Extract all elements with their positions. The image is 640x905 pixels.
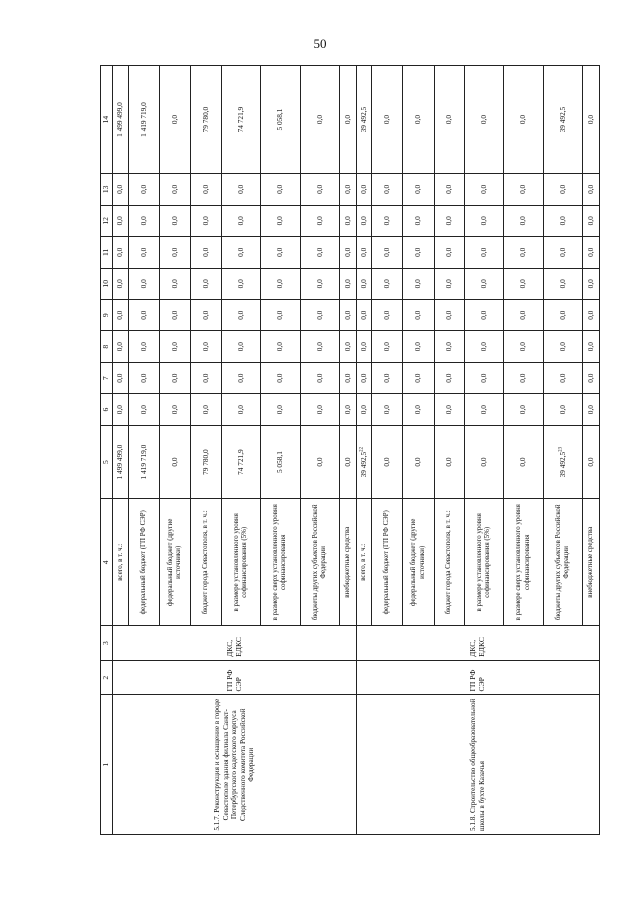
funding-source-label: федеральный бюджет (другие источники) [160, 499, 191, 626]
year-value-cell: 0,0 [403, 300, 434, 331]
total-value-cell [583, 425, 600, 498]
year-value-cell: 0,0 [113, 300, 129, 331]
year-value-cell: 0,0 [129, 394, 160, 425]
year-value-cell: 0,0 [356, 362, 372, 393]
responsible-executor: ДКС, ЕДКС [113, 626, 356, 661]
year-value-cell: 0,0 [543, 394, 583, 425]
total-value: 0,0 [314, 457, 324, 467]
column-number-2: 2 [101, 660, 113, 695]
year-value-cell: 0,0 [160, 394, 191, 425]
year-value-cell: 0,0 [300, 205, 340, 236]
year-value-cell: 0,0 [464, 237, 504, 268]
year-value-cell: 0,0 [113, 237, 129, 268]
program-code: ГП РФ СЭР [113, 660, 356, 695]
total-value-cell [261, 425, 301, 498]
year-value-cell: 0,0 [300, 268, 340, 299]
year-value-cell: 39 492,5 [543, 66, 583, 174]
year-value-cell: 0,0 [356, 394, 372, 425]
year-value-cell: 0,0 [543, 268, 583, 299]
total-value-cell [129, 425, 160, 498]
funding-source-label: всего, в т. ч.: [113, 499, 129, 626]
funding-source-label: бюджет города Севастополя, в т. ч.: [191, 499, 221, 626]
year-value-cell: 0,0 [543, 205, 583, 236]
year-value-cell: 0,0 [191, 205, 221, 236]
year-value-cell: 0,0 [403, 174, 434, 205]
year-value-cell: 0,0 [504, 362, 544, 393]
activity-name: 5.1.8. Строительство общеобразовательной школы в бухте Казачья [356, 695, 599, 835]
funding-source-label: федеральный бюджет (другие источники) [403, 499, 434, 626]
total-value: 0,0 [170, 457, 180, 467]
year-value-cell: 0,0 [504, 331, 544, 362]
year-value-cell: 0,0 [191, 268, 221, 299]
column-number-3: 3 [101, 626, 113, 661]
table-row [113, 66, 129, 835]
total-value-cell [300, 425, 340, 498]
funding-source-label: внебюджетные средства [340, 499, 357, 626]
year-value-cell: 0,0 [434, 237, 464, 268]
year-value-cell: 0,0 [583, 66, 600, 174]
year-value-cell: 0,0 [160, 331, 191, 362]
year-value-cell: 0,0 [129, 174, 160, 205]
year-value-cell: 5 058,1 [261, 66, 301, 174]
year-value-cell: 0,0 [583, 300, 600, 331]
total-value-cell [543, 425, 583, 498]
column-number-4: 4 [101, 499, 113, 626]
year-value-cell: 39 492,5 [356, 66, 372, 174]
year-value-cell: 0,0 [372, 268, 403, 299]
year-value-cell: 0,0 [340, 300, 357, 331]
total-value-cell [340, 425, 357, 498]
year-value-cell: 0,0 [191, 300, 221, 331]
year-value-cell: 0,0 [356, 205, 372, 236]
year-value-cell: 0,0 [403, 66, 434, 174]
year-value-cell: 0,0 [372, 362, 403, 393]
year-value-cell: 0,0 [504, 205, 544, 236]
year-value-cell: 0,0 [403, 205, 434, 236]
total-value: 0,0 [478, 457, 488, 467]
total-value-cell [191, 425, 221, 498]
year-value-cell: 0,0 [543, 362, 583, 393]
year-value-cell: 0,0 [300, 331, 340, 362]
year-value-cell: 0,0 [504, 174, 544, 205]
total-value: 0,0 [382, 457, 392, 467]
funding-source-label: бюджет города Севастополя, в т. ч.: [434, 499, 464, 626]
year-value-cell: 79 780,0 [191, 66, 221, 174]
total-value: 1 499 499,0 [115, 444, 125, 480]
column-number-12: 12 [101, 205, 113, 236]
year-value-cell: 0,0 [464, 300, 504, 331]
year-value-cell: 0,0 [434, 362, 464, 393]
year-value-cell: 0,0 [129, 331, 160, 362]
column-number-10: 10 [101, 268, 113, 299]
total-value-cell [372, 425, 403, 498]
year-value-cell: 0,0 [160, 362, 191, 393]
year-value-cell: 0,0 [221, 174, 261, 205]
year-value-cell: 0,0 [372, 300, 403, 331]
year-value-cell: 0,0 [261, 237, 301, 268]
year-value-cell: 0,0 [340, 174, 357, 205]
year-value-cell: 0,0 [434, 394, 464, 425]
year-value-cell: 0,0 [504, 300, 544, 331]
year-value-cell: 0,0 [543, 237, 583, 268]
year-value-cell: 0,0 [221, 300, 261, 331]
year-value-cell: 0,0 [191, 394, 221, 425]
year-value-cell: 0,0 [372, 237, 403, 268]
year-value-cell: 0,0 [403, 394, 434, 425]
total-value: 39 492,5 [358, 451, 368, 478]
year-value-cell: 0,0 [191, 331, 221, 362]
year-value-cell: 0,0 [403, 331, 434, 362]
year-value-cell: 0,0 [504, 394, 544, 425]
year-value-cell: 0,0 [583, 331, 600, 362]
year-value-cell: 0,0 [160, 300, 191, 331]
year-value-cell: 0,0 [191, 362, 221, 393]
year-value-cell: 0,0 [300, 237, 340, 268]
year-value-cell: 0,0 [583, 237, 600, 268]
funding-source-label: в размере сверх установленного уровня софинансирования [504, 499, 544, 626]
year-value-cell: 0,0 [221, 205, 261, 236]
year-value-cell: 0,0 [300, 300, 340, 331]
year-value-cell: 0,0 [356, 237, 372, 268]
total-value: 0,0 [585, 457, 595, 467]
funding-source-label: федеральный бюджет (ГП РФ СЭР) [372, 499, 403, 626]
year-value-cell: 0,0 [113, 205, 129, 236]
year-value-cell: 0,0 [356, 331, 372, 362]
year-value-cell: 0,0 [372, 66, 403, 174]
year-value-cell: 0,0 [464, 394, 504, 425]
year-value-cell: 0,0 [434, 205, 464, 236]
year-value-cell: 0,0 [191, 174, 221, 205]
year-value-cell: 0,0 [261, 394, 301, 425]
year-value-cell: 0,0 [221, 237, 261, 268]
table-body [101, 66, 600, 835]
funding-source-label: в размере установленного уровня софинансирования (5%) [464, 499, 504, 626]
year-value-cell: 0,0 [504, 268, 544, 299]
year-value-cell: 0,0 [340, 331, 357, 362]
total-value: 1 419 719,0 [138, 444, 148, 480]
year-value-cell: 0,0 [261, 362, 301, 393]
year-value-cell: 0,0 [403, 268, 434, 299]
column-number-9: 9 [101, 300, 113, 331]
year-value-cell: 0,0 [113, 174, 129, 205]
year-value-cell: 0,0 [583, 268, 600, 299]
year-value-cell: 0,0 [372, 331, 403, 362]
year-value-cell: 0,0 [300, 66, 340, 174]
year-value-cell: 0,0 [129, 268, 160, 299]
year-value-cell: 0,0 [300, 174, 340, 205]
total-value-cell [403, 425, 434, 498]
year-value-cell: 0,0 [300, 394, 340, 425]
year-value-cell: 0,0 [261, 268, 301, 299]
year-value-cell: 0,0 [583, 362, 600, 393]
column-number-8: 8 [101, 331, 113, 362]
year-value-cell: 0,0 [340, 268, 357, 299]
year-value-cell: 0,0 [434, 174, 464, 205]
total-value-cell [504, 425, 544, 498]
year-value-cell: 0,0 [356, 268, 372, 299]
total-value-cell [434, 425, 464, 498]
year-value-cell: 0,0 [434, 300, 464, 331]
year-value-cell: 0,0 [113, 362, 129, 393]
footnote-marker: 23 [558, 446, 564, 452]
year-value-cell: 0,0 [300, 362, 340, 393]
total-value-cell [464, 425, 504, 498]
total-value: 39 492,5 [557, 451, 567, 478]
program-code: ГП РФ СЭР [356, 660, 599, 695]
year-value-cell: 0,0 [583, 205, 600, 236]
year-value-cell: 0,0 [434, 268, 464, 299]
funding-source-label: федеральный бюджет (ГП РФ СЭР) [129, 499, 160, 626]
year-value-cell: 0,0 [113, 268, 129, 299]
year-value-cell: 0,0 [129, 205, 160, 236]
funding-source-label: в размере установленного уровня софинансирования (5%) [221, 499, 261, 626]
funding-source-label: внебюджетные средства [583, 499, 600, 626]
column-number-11: 11 [101, 237, 113, 268]
column-number-7: 7 [101, 362, 113, 393]
year-value-cell: 0,0 [403, 237, 434, 268]
year-value-cell: 0,0 [464, 331, 504, 362]
header-row [101, 66, 113, 835]
year-value-cell: 0,0 [191, 237, 221, 268]
year-value-cell: 0,0 [340, 205, 357, 236]
footnote-marker: 22 [359, 446, 365, 452]
year-value-cell: 0,0 [372, 394, 403, 425]
total-value: 0,0 [443, 457, 453, 467]
column-number-6: 6 [101, 394, 113, 425]
year-value-cell: 0,0 [129, 300, 160, 331]
year-value-cell: 0,0 [464, 66, 504, 174]
total-value: 0,0 [342, 457, 352, 467]
total-value-cell [113, 425, 129, 498]
year-value-cell: 0,0 [372, 174, 403, 205]
funding-source-label: бюджеты других субъектов Российской Федерации [300, 499, 340, 626]
total-value-cell [160, 425, 191, 498]
year-value-cell: 0,0 [261, 205, 301, 236]
year-value-cell: 1 499 499,0 [113, 66, 129, 174]
responsible-executor: ДКС, ЕДКС [356, 626, 599, 661]
year-value-cell: 0,0 [160, 174, 191, 205]
year-value-cell: 0,0 [356, 300, 372, 331]
year-value-cell: 0,0 [340, 362, 357, 393]
total-value: 79 780,0 [200, 449, 210, 475]
year-value-cell: 0,0 [543, 331, 583, 362]
year-value-cell: 74 721,9 [221, 66, 261, 174]
year-value-cell: 0,0 [504, 66, 544, 174]
year-value-cell: 0,0 [261, 174, 301, 205]
year-value-cell: 0,0 [221, 331, 261, 362]
column-number-5: 5 [101, 425, 113, 498]
total-value: 0,0 [518, 457, 528, 467]
table-row [356, 66, 372, 835]
year-value-cell: 0,0 [543, 174, 583, 205]
year-value-cell: 0,0 [113, 331, 129, 362]
funding-source-label: всего, в т. ч.: [356, 499, 372, 626]
year-value-cell: 0,0 [403, 362, 434, 393]
year-value-cell: 0,0 [160, 205, 191, 236]
year-value-cell: 0,0 [372, 205, 403, 236]
year-value-cell: 0,0 [160, 268, 191, 299]
budget-table [100, 65, 600, 835]
year-value-cell: 0,0 [129, 362, 160, 393]
year-value-cell: 1 419 719,0 [129, 66, 160, 174]
year-value-cell: 0,0 [160, 237, 191, 268]
year-value-cell: 0,0 [464, 362, 504, 393]
year-value-cell: 0,0 [221, 394, 261, 425]
year-value-cell: 0,0 [129, 237, 160, 268]
year-value-cell: 0,0 [543, 300, 583, 331]
year-value-cell: 0,0 [464, 205, 504, 236]
year-value-cell: 0,0 [356, 174, 372, 205]
page-number: 50 [313, 36, 327, 51]
year-value-cell: 0,0 [340, 237, 357, 268]
year-value-cell: 0,0 [434, 66, 464, 174]
activity-name: 5.1.7. Реконструкция и оснащение в городе Севастополе здания филиала Санкт-Петербургского кадетского корпуса Следственного комитета Российской Федерации [113, 695, 356, 835]
year-value-cell: 0,0 [113, 394, 129, 425]
year-value-cell: 0,0 [160, 66, 191, 174]
funding-source-label: бюджеты других субъектов Российской Федерации [543, 499, 583, 626]
year-value-cell: 0,0 [583, 174, 600, 205]
year-value-cell: 0,0 [221, 362, 261, 393]
year-value-cell: 0,0 [340, 66, 357, 174]
total-value: 0,0 [413, 457, 423, 467]
year-value-cell: 0,0 [583, 394, 600, 425]
column-number-1: 1 [101, 695, 113, 835]
total-value-cell [356, 425, 372, 498]
year-value-cell: 0,0 [464, 268, 504, 299]
year-value-cell: 0,0 [434, 331, 464, 362]
column-number-13: 13 [101, 174, 113, 205]
year-value-cell: 0,0 [221, 268, 261, 299]
year-value-cell: 0,0 [261, 300, 301, 331]
funding-source-label: в размере сверх установленного уровня софинансирования [261, 499, 301, 626]
year-value-cell: 0,0 [340, 394, 357, 425]
year-value-cell: 0,0 [504, 237, 544, 268]
year-value-cell: 0,0 [261, 331, 301, 362]
year-value-cell: 0,0 [464, 174, 504, 205]
total-value-cell [221, 425, 261, 498]
total-value: 74 721,9 [235, 449, 245, 475]
column-number-14: 14 [101, 66, 113, 174]
total-value: 5 058,1 [275, 451, 285, 474]
table-container [100, 65, 600, 835]
